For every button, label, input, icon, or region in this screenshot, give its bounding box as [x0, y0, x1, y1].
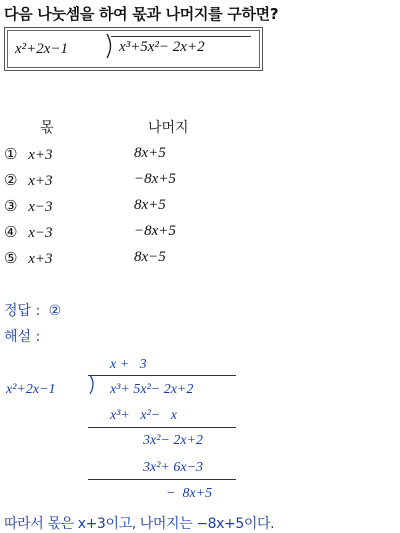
problem-box — [4, 27, 263, 71]
division-rule-2 — [88, 479, 236, 480]
option-marker: ⑤ — [4, 249, 18, 267]
option-row[interactable] — [4, 145, 53, 164]
division-overline — [111, 36, 251, 37]
question-text: 다음 나눗셈을 하여 몫과 나머지를 구하면? — [4, 5, 279, 23]
option-remainder: 8x+5 — [134, 145, 166, 161]
option-quotient: x+3 — [28, 251, 53, 267]
option-marker: ① — [4, 145, 18, 163]
option-quotient: x−3 — [28, 225, 53, 241]
option-marker: ③ — [4, 197, 18, 215]
problem-divisor: x²+2x−1 — [15, 41, 69, 57]
option-row[interactable] — [4, 197, 53, 216]
column-header-remainder: 나머지 — [148, 120, 189, 136]
division-remainder: − 8x+5 — [166, 486, 213, 501]
answer-value: ② — [48, 303, 62, 319]
option-marker: ② — [4, 171, 18, 189]
option-quotient: x+3 — [28, 173, 53, 189]
option-marker: ④ — [4, 223, 18, 241]
answer-line — [4, 300, 61, 320]
option-remainder: −8x+5 — [134, 171, 176, 187]
problem-dividend: x³+5x²− 2x+2 — [119, 39, 205, 55]
option-remainder: −8x+5 — [134, 223, 176, 239]
column-header-quotient: 몫 — [40, 120, 54, 136]
answer-label: 정답 : — [4, 303, 41, 319]
option-row[interactable] — [4, 171, 53, 190]
solution-label: 해설 : — [4, 329, 41, 345]
division-bracket-icon — [88, 374, 98, 396]
division-step1: x³+ x²− x — [110, 408, 177, 423]
division-dividend: x³+ 5x²− 2x+2 — [110, 382, 194, 397]
option-remainder: 8x+5 — [134, 197, 166, 213]
division-top-line — [88, 375, 236, 376]
division-quotient: x + 3 — [110, 357, 147, 372]
division-step2: 3x²+ 6x−3 — [143, 460, 204, 475]
option-row[interactable] — [4, 249, 53, 268]
option-row[interactable] — [4, 223, 53, 242]
option-remainder: 8x−5 — [134, 249, 166, 265]
division-divisor: x²+2x−1 — [6, 382, 56, 397]
option-quotient: x−3 — [28, 199, 53, 215]
option-quotient: x+3 — [28, 147, 53, 163]
conclusion-text: 따라서 몫은 x+3이고, 나머지는 −8x+5이다. — [4, 516, 275, 532]
division-rule-1 — [88, 427, 236, 428]
division-diff1: 3x²− 2x+2 — [143, 433, 204, 448]
